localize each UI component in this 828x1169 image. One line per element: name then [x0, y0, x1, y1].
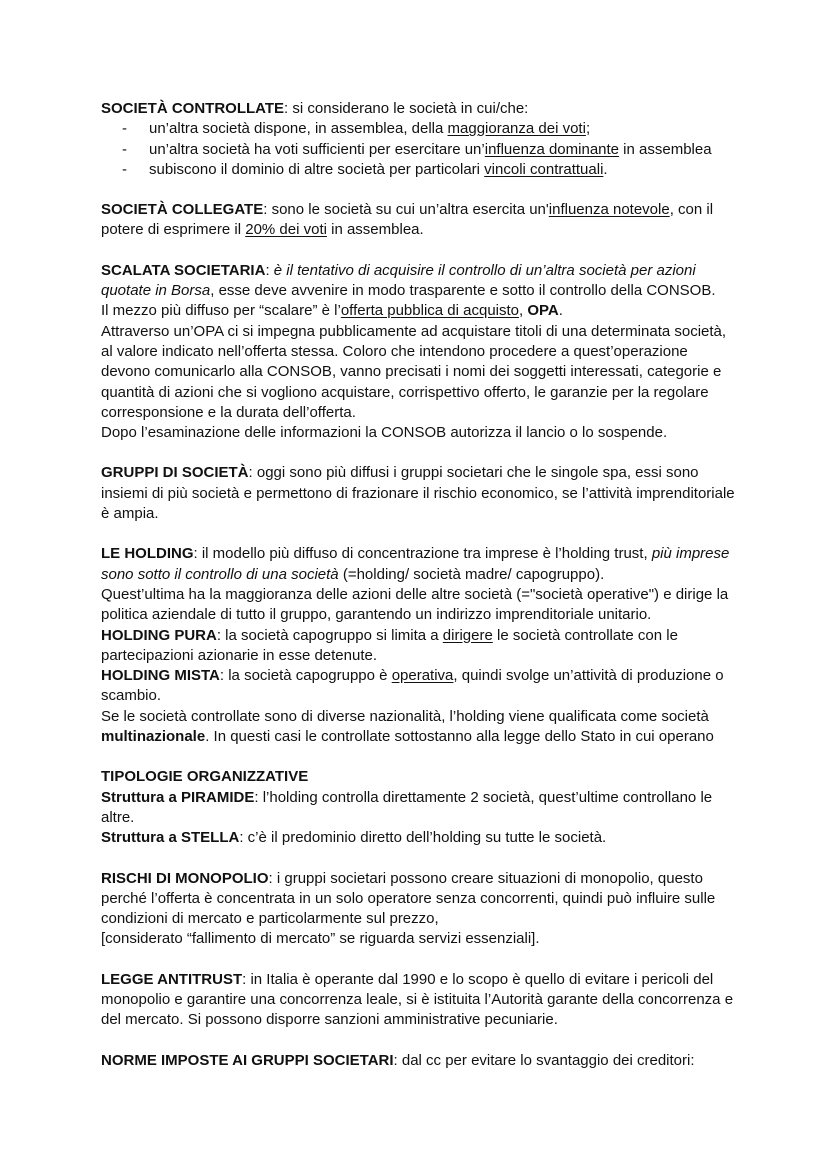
- section-norme-imposte: [101, 1051, 741, 1071]
- underlined-term: maggioranza dei voti: [447, 120, 586, 138]
- underlined-term: operativa: [391, 667, 454, 685]
- section-scalata-societaria: [101, 261, 741, 444]
- struttura-piramide-title: Struttura a PIRAMIDE: [101, 788, 255, 806]
- tipologie-title-line: [101, 767, 741, 787]
- controllate-heading-line: [101, 99, 741, 119]
- holding-multinazionale-paragraph: Se le società controllate sono di diverse nazionalità, l’holding viene qualificata come società multinazionale. In questi casi le controllate sottostanno alla legge dello Stato in cui operano: [101, 707, 714, 746]
- underlined-term: dirigere: [442, 626, 493, 644]
- list-item: - subiscono il dominio di altre società per particolari vincoli contrattuali.: [101, 160, 741, 180]
- monopolio-title: RISCHI DI MONOPOLIO: [101, 869, 269, 887]
- struttura-stella-title: Struttura a STELLA: [101, 829, 240, 847]
- scalata-opa-paragraph: Attraverso un’OPA ci si impegna pubblicamente ad acquistare titoli di una determinata società, al valore indicato nell’offerta stessa. Coloro che intendono procedere a quest’operazione devono comunicarlo alla CONSOB, vanno precisati i nomi dei soggetti interessati, categorie e quantità di azioni che si vogliono acquistare, corrispettivo offerto, le garanzie per la regolare corresponsione e la durata dell’offerta.: [101, 322, 727, 421]
- collegate-title: SOCIETÀ COLLEGATE: [101, 201, 264, 219]
- scalata-consob-paragraph: Dopo l’esaminazione delle informazioni la CONSOB autorizza il lancio o lo sospende.: [101, 424, 668, 442]
- norme-paragraph: NORME IMPOSTE AI GRUPPI SOCIETARI: dal cc per evitare lo svantaggio dei creditori:: [101, 1051, 695, 1069]
- antitrust-title: LEGGE ANTITRUST: [101, 970, 243, 988]
- section-societa-controllate: [101, 99, 741, 180]
- antitrust-paragraph: LEGGE ANTITRUST: in Italia è operante dal 1990 e lo scopo è quello di evitare i pericoli del monopolio e garantire una concorrenza leale, si è istituita l’Autorità garante della concorrenza e del mercato. Si possono disporre sanzioni amministrative pecuniarie.: [101, 970, 734, 1029]
- underlined-term: offerta pubblica di acquisto: [340, 302, 520, 320]
- holding-title: LE HOLDING: [101, 545, 194, 563]
- list-item: - un’altra società dispone, in assemblea, della maggioranza dei voti;: [101, 119, 741, 139]
- gruppi-title: GRUPPI DI SOCIETÀ: [101, 464, 249, 482]
- struttura-stella-paragraph: Struttura a STELLA: c’è il predominio diretto dell’holding su tutte le società.: [101, 829, 607, 847]
- scalata-paragraph: SCALATA SOCIETARIA: è il tentativo di acquisire il controllo di un’altra società per azioni quotate in Borsa, esse deve avvenire in modo trasparente e sotto il controllo della CONSOB. Il mezzo più diffuso per “scalare” è l’offerta pubblica di acquisto, OPA.: [101, 261, 716, 320]
- list-item: - un’altra società ha voti sufficienti per esercitare un’influenza dominante in assemblea: [101, 140, 741, 160]
- section-le-holding: [101, 544, 741, 747]
- underlined-term: influenza dominante: [484, 140, 620, 158]
- scalata-definition: è il tentativo di acquisire il controllo di un’altra società per azioni quotate in Borsa: [101, 261, 696, 300]
- struttura-piramide-paragraph: Struttura a PIRAMIDE: l’holding controlla direttamente 2 società, quest’ultime controllano le altre.: [101, 788, 713, 826]
- tipologie-title: TIPOLOGIE ORGANIZZATIVE: [101, 768, 309, 786]
- document-body: [101, 99, 741, 1091]
- section-tipologie-organizzative: [101, 767, 741, 848]
- monopolio-paragraph: RISCHI DI MONOPOLIO: i gruppi societari possono creare situazioni di monopolio, questo perché l’offerta è concentrata in un solo operatore senza concorrenti, quindi può influire sulle condizioni di mercato e particolarmente sul prezzo,: [101, 869, 716, 928]
- multinazionale-term: multinazionale: [101, 728, 206, 746]
- monopolio-note: [considerato “fallimento di mercato” se riguarda servizi essenziali].: [101, 930, 540, 948]
- section-gruppi-di-societa: [101, 463, 741, 524]
- controllate-list: [101, 119, 741, 180]
- controllate-intro: : si considerano le società in cui/che:: [284, 100, 529, 117]
- section-legge-antitrust: [101, 970, 741, 1031]
- collegate-paragraph: SOCIETÀ COLLEGATE: sono le società su cui un’altra esercita un'influenza notevole, con il potere di esprimere il 20% dei voti in assemblea.: [101, 201, 714, 239]
- holding-mista-title: HOLDING MISTA: [101, 667, 220, 685]
- holding-paragraph: LE HOLDING: il modello più diffuso di concentrazione tra imprese è l’holding trust, più imprese sono sotto il controllo di una società (=holding/ società madre/ capogruppo). Quest’ultima ha la maggioranza delle azioni delle altre società (="società operative") e dirige la politica aziendale di tutto il gruppo, garantendo un indirizzo imprenditoriale unitario.: [101, 545, 730, 624]
- holding-pura-title: HOLDING PURA: [101, 626, 217, 644]
- section-societa-collegate: [101, 200, 741, 241]
- controllate-title: SOCIETÀ CONTROLLATE: [101, 100, 285, 117]
- holding-definition: più imprese sono sotto il controllo di una società: [101, 545, 730, 583]
- holding-pura-paragraph: HOLDING PURA: la società capogruppo si limita a dirigere le società controllate con le partecipazioni azionarie in esse detenute.: [101, 626, 678, 664]
- holding-mista-paragraph: HOLDING MISTA: la società capogruppo è operativa, quindi svolge un’attività di produzione o scambio.: [101, 667, 724, 705]
- gruppi-paragraph: GRUPPI DI SOCIETÀ: oggi sono più diffusi i gruppi societari che le singole spa, essi sono insiemi di più società e permettono di frazionare il rischio economico, se l’attività imprenditoriale è ampia.: [101, 464, 735, 523]
- section-rischi-di-monopolio: [101, 869, 741, 950]
- opa-acronym: OPA: [527, 302, 559, 320]
- underlined-term: vincoli contrattuali: [484, 160, 604, 178]
- norme-title: NORME IMPOSTE AI GRUPPI SOCIETARI: [101, 1051, 394, 1069]
- underlined-term: 20% dei voti: [245, 221, 327, 239]
- scalata-title: SCALATA SOCIETARIA: [101, 261, 266, 279]
- underlined-term: influenza notevole: [548, 201, 670, 219]
